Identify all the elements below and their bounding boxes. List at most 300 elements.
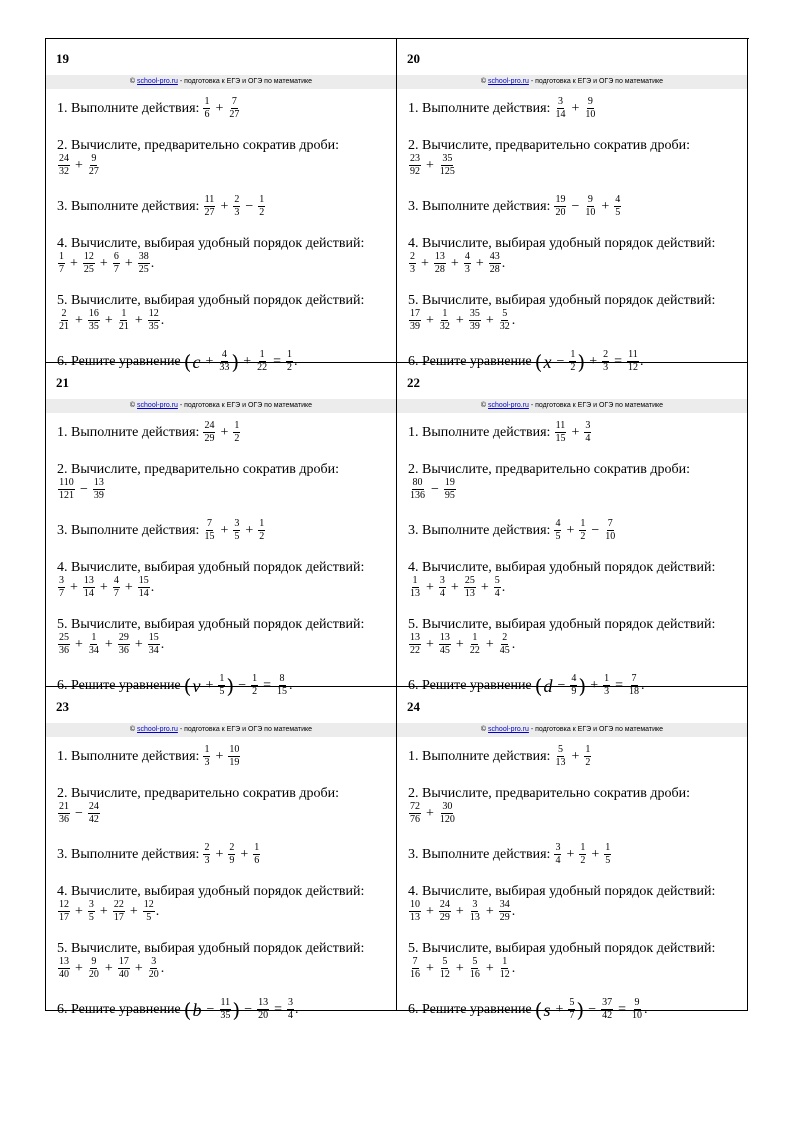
- operator: +: [220, 424, 229, 440]
- variant-card: [397, 39, 748, 374]
- numerator: 4: [615, 194, 621, 205]
- variable: c: [192, 351, 201, 372]
- denominator: 13: [464, 588, 475, 599]
- fraction: [88, 309, 100, 332]
- operator: +: [99, 903, 108, 919]
- fraction: [568, 998, 575, 1021]
- denominator: 21: [59, 321, 69, 332]
- parenthesis: (: [534, 997, 543, 1022]
- fraction: [409, 957, 421, 980]
- fraction: [409, 576, 421, 599]
- parenthesis: ): [232, 997, 241, 1022]
- task-3: [57, 195, 390, 218]
- operator: =: [614, 353, 622, 369]
- period: .: [511, 903, 516, 919]
- fraction: [614, 195, 621, 218]
- numerator: 1: [259, 349, 265, 360]
- numerator: 35: [442, 153, 453, 164]
- task-label: 4. Вычислите, выбирая удобный порядок действий:: [57, 560, 365, 575]
- operator: +: [450, 579, 459, 595]
- denominator: 17: [113, 912, 124, 923]
- numerator: 1: [252, 673, 258, 684]
- copyright-sign: ©: [129, 726, 138, 733]
- fraction: [58, 633, 70, 656]
- numerator: 1: [585, 744, 591, 755]
- site-link[interactable]: school-pro.ru: [137, 402, 178, 409]
- site-link[interactable]: school-pro.ru: [137, 726, 178, 733]
- operator: +: [104, 312, 113, 328]
- task-1: [408, 97, 741, 120]
- fraction: [409, 154, 421, 177]
- fraction: [469, 309, 481, 332]
- denominator: 3: [464, 264, 470, 275]
- numerator: 4: [464, 251, 470, 262]
- fraction: [579, 843, 586, 866]
- banner-text: - подготовка к ЕГЭ и ОГЭ по математике: [177, 402, 313, 409]
- numerator: 43: [489, 251, 500, 262]
- operator: −: [75, 805, 83, 821]
- task-1: [408, 745, 741, 768]
- banner-text: - подготовка к ЕГЭ и ОГЭ по математике: [177, 78, 313, 85]
- numerator: 1: [442, 308, 448, 319]
- numerator: 25: [464, 575, 475, 586]
- fraction: [88, 154, 100, 177]
- numerator: 6: [113, 251, 119, 262]
- numerator: 1: [604, 673, 610, 684]
- task-3: [408, 843, 741, 866]
- task-label: 3. Выполните действия:: [57, 522, 200, 538]
- operator: −: [571, 198, 580, 214]
- task-expression: [57, 900, 390, 923]
- fraction: [409, 252, 416, 275]
- denominator: 12: [439, 969, 450, 980]
- operator: +: [426, 805, 434, 821]
- fraction: [83, 576, 95, 599]
- fraction: [584, 195, 596, 218]
- denominator: 22: [257, 362, 268, 373]
- fraction: [439, 633, 451, 656]
- denominator: 4: [288, 1010, 293, 1021]
- numerator: 7: [607, 518, 613, 529]
- numerator: 24: [88, 801, 99, 812]
- denominator: 33: [219, 362, 230, 373]
- numerator: 24: [439, 899, 450, 910]
- numerator: 5: [472, 956, 478, 967]
- operator: +: [215, 100, 224, 116]
- variable: s: [543, 999, 551, 1020]
- operator: +: [590, 677, 599, 693]
- fraction: [554, 421, 566, 444]
- task-4: [57, 236, 390, 275]
- period: .: [150, 579, 155, 595]
- operator: +: [566, 522, 575, 538]
- numerator: 19: [444, 477, 455, 488]
- denominator: 19: [229, 757, 240, 768]
- numerator: 7: [631, 673, 637, 684]
- denominator: 28: [489, 264, 500, 275]
- numerator: 13: [434, 251, 445, 262]
- fraction: [584, 97, 596, 120]
- denominator: 125: [439, 166, 455, 177]
- copyright-sign: ©: [129, 78, 138, 85]
- variant-card: [397, 687, 748, 1022]
- fraction: [93, 478, 105, 501]
- operator: +: [75, 636, 83, 652]
- denominator: 10: [632, 1010, 643, 1021]
- variable: x: [543, 351, 552, 372]
- task-2: [408, 462, 741, 501]
- denominator: 13: [555, 757, 566, 768]
- denominator: 6: [254, 855, 260, 866]
- fraction: [584, 745, 591, 768]
- site-banner: [46, 399, 396, 413]
- numerator: 72: [410, 801, 420, 812]
- operator: +: [129, 903, 138, 919]
- fraction: [88, 633, 100, 656]
- task-expression: [408, 478, 741, 501]
- operator: +: [589, 353, 598, 369]
- operator: −: [206, 1001, 215, 1017]
- numerator: 1: [412, 575, 418, 586]
- numerator: 1: [502, 956, 508, 967]
- numerator: 2: [61, 308, 67, 319]
- task-label: 1. Выполните действия:: [57, 424, 200, 440]
- site-banner: [46, 75, 396, 89]
- denominator: 32: [499, 321, 510, 332]
- task-label: 1. Выполните действия:: [57, 100, 200, 116]
- operator: −: [238, 677, 247, 693]
- site-link[interactable]: school-pro.ru: [137, 78, 178, 85]
- task-label: 4. Вычислите, выбирая удобный порядок действий:: [408, 884, 716, 899]
- numerator: 9: [587, 194, 593, 205]
- denominator: 5: [146, 912, 152, 923]
- card-row: [46, 687, 749, 1022]
- fraction: [228, 745, 240, 768]
- operator: +: [571, 424, 580, 440]
- fraction: [88, 957, 100, 980]
- fraction: [113, 900, 125, 923]
- operator: +: [601, 198, 610, 214]
- numerator: 3: [59, 575, 64, 586]
- denominator: 45: [499, 645, 510, 656]
- numerator: 11: [555, 420, 566, 431]
- fraction: [203, 195, 215, 218]
- task-label: 1. Выполните действия:: [408, 424, 551, 440]
- task-expression: [408, 633, 741, 656]
- numerator: 1: [472, 632, 478, 643]
- operator: +: [220, 198, 229, 214]
- task-label: 5. Вычислите, выбирая удобный порядок действий:: [57, 617, 365, 632]
- numerator: 12: [148, 308, 159, 319]
- task-5: [408, 293, 741, 332]
- numerator: 5: [442, 956, 448, 967]
- fraction: [118, 957, 130, 980]
- denominator: 15: [555, 433, 566, 444]
- denominator: 36: [59, 814, 69, 825]
- task-label: 1. Выполните действия:: [57, 748, 200, 764]
- task-3: [57, 519, 390, 542]
- numerator: 12: [143, 899, 154, 910]
- fraction: [439, 576, 446, 599]
- numerator: 3: [585, 420, 591, 431]
- fraction: [494, 576, 501, 599]
- task-expression: [408, 576, 741, 599]
- banner-text: - подготовка к ЕГЭ и ОГЭ по математике: [177, 726, 313, 733]
- fraction: [409, 900, 421, 923]
- numerator: 1: [121, 308, 127, 319]
- denominator: 2: [287, 362, 292, 373]
- card-row: [46, 39, 749, 374]
- denominator: 2: [234, 433, 240, 444]
- task-5: [408, 941, 741, 980]
- denominator: 2: [580, 531, 586, 542]
- task-label: 4. Вычислите, выбирая удобный порядок действий:: [57, 236, 365, 251]
- fraction: [58, 478, 75, 501]
- denominator: 34: [148, 645, 159, 656]
- operator: +: [455, 903, 464, 919]
- task-list: [57, 741, 390, 1021]
- period: .: [160, 960, 165, 976]
- operator: +: [134, 636, 143, 652]
- worksheet-grid: [45, 38, 749, 1022]
- task-label: 6. Решите уравнение: [408, 353, 532, 369]
- site-link[interactable]: school-pro.ru: [488, 402, 529, 409]
- period: .: [501, 579, 506, 595]
- period: .: [511, 312, 516, 328]
- task-5: [57, 941, 390, 980]
- site-link[interactable]: school-pro.ru: [488, 726, 529, 733]
- numerator: 1: [59, 251, 64, 262]
- numerator: 24: [204, 420, 215, 431]
- fraction: [58, 957, 70, 980]
- fraction: [258, 519, 265, 542]
- denominator: 16: [410, 969, 420, 980]
- denominator: 29: [439, 912, 450, 923]
- numerator: 11: [220, 997, 231, 1008]
- denominator: 35: [220, 1010, 231, 1021]
- fraction: [228, 97, 240, 120]
- fraction: [499, 957, 511, 980]
- site-banner: [46, 723, 396, 737]
- period: .: [644, 1001, 648, 1017]
- fraction: [233, 421, 240, 444]
- fraction: [143, 900, 155, 923]
- fraction: [233, 195, 240, 218]
- task-label: 6. Решите уравнение: [408, 1001, 532, 1017]
- task-expression: [57, 478, 390, 501]
- fraction: [58, 309, 70, 332]
- operator: +: [70, 579, 78, 595]
- site-banner: [397, 723, 747, 737]
- operator: +: [104, 960, 113, 976]
- fraction: [604, 843, 611, 866]
- numerator: 5: [557, 744, 563, 755]
- numerator: 4: [221, 349, 227, 360]
- variant-card: [46, 687, 397, 1022]
- operator: +: [426, 960, 434, 976]
- operator: +: [571, 100, 580, 116]
- denominator: 6: [204, 109, 210, 120]
- task-list: [408, 741, 741, 1021]
- task-label: 3. Выполните действия:: [408, 522, 551, 538]
- operator: +: [245, 522, 254, 538]
- numerator: 3: [151, 956, 157, 967]
- numerator: 3: [439, 575, 445, 586]
- fraction: [439, 802, 456, 825]
- numerator: 3: [557, 96, 563, 107]
- denominator: 5: [555, 531, 561, 542]
- task-2: [408, 138, 741, 177]
- task-expression: [408, 900, 741, 923]
- task-4: [408, 560, 741, 599]
- task-label: 5. Вычислите, выбирая удобный порядок действий:: [408, 293, 716, 308]
- task-list: [408, 93, 741, 373]
- variant-number: 19: [56, 51, 69, 66]
- copyright-sign: ©: [480, 78, 489, 85]
- operator: +: [591, 846, 600, 862]
- numerator: 7: [206, 518, 212, 529]
- operator: +: [124, 255, 133, 271]
- banner-text: - подготовка к ЕГЭ и ОГЭ по математике: [528, 726, 664, 733]
- numerator: 12: [83, 251, 94, 262]
- numerator: 9: [91, 956, 97, 967]
- operator: +: [70, 255, 78, 271]
- numerator: 17: [118, 956, 129, 967]
- denominator: 16: [469, 969, 480, 980]
- task-list: [57, 93, 390, 373]
- fraction: [203, 97, 210, 120]
- denominator: 18: [629, 686, 639, 697]
- denominator: 4: [494, 588, 500, 599]
- fraction: [464, 576, 476, 599]
- parenthesis: (: [183, 349, 192, 374]
- task-1: [57, 97, 390, 120]
- operator: +: [104, 636, 113, 652]
- denominator: 29: [499, 912, 510, 923]
- numerator: 22: [113, 899, 124, 910]
- numerator: 1: [580, 842, 586, 853]
- numerator: 16: [88, 308, 99, 319]
- variant-number: 22: [407, 375, 420, 390]
- denominator: 20: [148, 969, 159, 980]
- period: .: [150, 255, 155, 271]
- task-label: 4. Вычислите, выбирая удобный порядок действий:: [57, 884, 365, 899]
- operator: +: [205, 677, 214, 693]
- numerator: 1: [605, 842, 611, 853]
- numerator: 34: [499, 899, 510, 910]
- denominator: 21: [118, 321, 129, 332]
- variable: b: [192, 999, 202, 1020]
- operator: =: [618, 1001, 627, 1017]
- denominator: 5: [88, 912, 94, 923]
- task-label: 6. Решите уравнение: [57, 1001, 181, 1017]
- denominator: 5: [219, 686, 225, 697]
- task-label: 1. Выполните действия:: [408, 748, 551, 764]
- period: .: [501, 255, 506, 271]
- task-4: [57, 560, 390, 599]
- period: .: [511, 960, 516, 976]
- task-5: [57, 293, 390, 332]
- operator: +: [485, 903, 494, 919]
- numerator: 1: [259, 518, 265, 529]
- operator: +: [571, 748, 580, 764]
- operator: −: [591, 522, 600, 538]
- fraction: [83, 252, 95, 275]
- denominator: 42: [602, 1010, 613, 1021]
- denominator: 3: [234, 207, 240, 218]
- numerator: 37: [602, 997, 613, 1008]
- fraction: [138, 576, 150, 599]
- operator: +: [480, 579, 489, 595]
- numerator: 5: [502, 308, 508, 319]
- numerator: 4: [555, 518, 561, 529]
- fraction: [88, 900, 95, 923]
- operator: =: [615, 677, 623, 693]
- variant-card: [397, 363, 748, 698]
- operator: −: [588, 1001, 597, 1017]
- numerator: 13: [258, 997, 269, 1008]
- fraction: [409, 309, 421, 332]
- denominator: 35: [148, 321, 159, 332]
- operator: +: [75, 157, 83, 173]
- denominator: 9: [229, 855, 235, 866]
- fraction: [253, 843, 260, 866]
- operator: −: [245, 198, 254, 214]
- numerator: 11: [628, 349, 638, 360]
- numerator: 15: [148, 632, 159, 643]
- operator: −: [244, 1001, 253, 1017]
- fraction: [118, 633, 130, 656]
- operator: +: [75, 312, 83, 328]
- banner-text: - подготовка к ЕГЭ и ОГЭ по математике: [528, 402, 664, 409]
- operator: −: [557, 677, 566, 693]
- fraction: [499, 309, 511, 332]
- task-3: [408, 519, 741, 542]
- variable: d: [543, 675, 553, 696]
- numerator: 12: [59, 899, 69, 910]
- denominator: 5: [605, 855, 611, 866]
- fraction: [601, 998, 613, 1021]
- denominator: 27: [204, 207, 215, 218]
- numerator: 2: [234, 194, 240, 205]
- denominator: 20: [555, 207, 566, 218]
- variant-number: 24: [407, 699, 420, 714]
- denominator: 7: [59, 588, 64, 599]
- site-link[interactable]: school-pro.ru: [488, 78, 529, 85]
- task-expression: [57, 957, 390, 980]
- task-expression: [408, 309, 741, 332]
- denominator: 136: [410, 490, 425, 501]
- fraction: [287, 998, 294, 1021]
- fraction: [113, 252, 120, 275]
- numerator: 38: [138, 251, 149, 262]
- numerator: 13: [439, 632, 450, 643]
- denominator: 10: [605, 531, 616, 542]
- numerator: 13: [59, 956, 69, 967]
- numerator: 1: [204, 96, 210, 107]
- fraction: [138, 252, 150, 275]
- operator: +: [421, 255, 429, 271]
- fraction: [58, 576, 65, 599]
- site-banner: [397, 75, 747, 89]
- denominator: 32: [59, 166, 69, 177]
- period: .: [155, 903, 160, 919]
- task-expression: [57, 633, 390, 656]
- fraction: [444, 478, 456, 501]
- denominator: 22: [410, 645, 420, 656]
- denominator: 3: [204, 855, 210, 866]
- denominator: 45: [439, 645, 450, 656]
